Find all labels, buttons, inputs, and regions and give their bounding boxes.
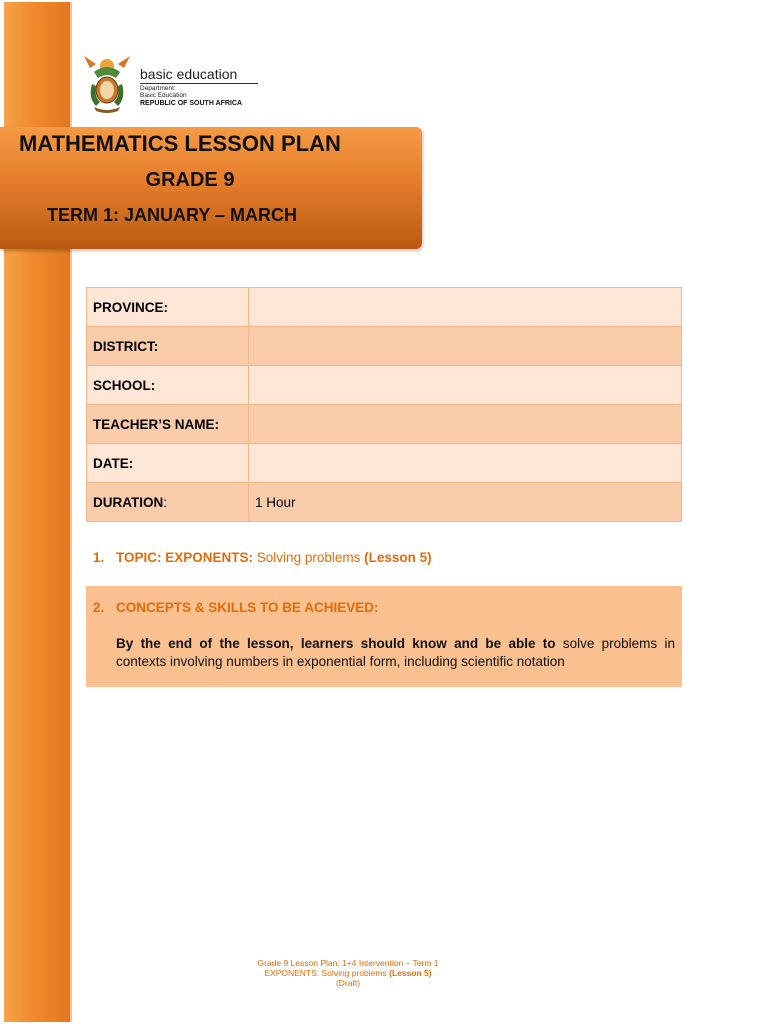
table-row-date	[87, 444, 682, 483]
department-logo	[82, 54, 272, 116]
school-value[interactable]	[249, 366, 682, 405]
teacher-name-label: TEACHER’S NAME:	[87, 405, 249, 444]
footer-line-3: (Draft)	[335, 978, 361, 988]
teacher-name-value[interactable]	[249, 405, 682, 444]
grade-heading: GRADE 9	[145, 169, 235, 191]
duration-label: DURATION:	[87, 483, 249, 522]
brand-name: basic education	[140, 66, 258, 84]
footer-line-2: EXPONENTS: Solving problems (Lesson 5)	[264, 968, 432, 978]
table-row-school	[87, 366, 682, 405]
date-label: DATE:	[87, 444, 249, 483]
topic-text: Solving problems	[256, 550, 361, 565]
date-value[interactable]	[249, 444, 682, 483]
concepts-lead: By the end of the lesson, learners should know and be able to	[116, 636, 556, 651]
term-heading: TERM 1: JANUARY – MARCH	[47, 205, 298, 225]
topic-number: 1.	[93, 550, 105, 565]
concepts-number: 2.	[93, 600, 105, 615]
province-label: PROVINCE:	[87, 288, 249, 327]
title-banner	[0, 127, 422, 249]
concepts-section	[86, 586, 682, 687]
table-row-duration	[87, 483, 682, 522]
table-row-teacher	[87, 405, 682, 444]
table-row-province	[87, 288, 682, 327]
school-label: SCHOOL:	[87, 366, 249, 405]
topic-label: TOPIC: EXPONENTS:	[116, 550, 254, 565]
coat-of-arms-icon	[82, 54, 132, 114]
topic-lesson: (Lesson 5)	[364, 550, 432, 565]
concepts-heading-text: CONCEPTS & SKILLS TO BE ACHIEVED:	[116, 600, 379, 615]
department-label: Department: Basic Education	[140, 85, 187, 99]
footer-line-1: Grade 9 Lesson Plan: 1+4 Intervention – Term 1	[257, 958, 439, 968]
topic-line	[93, 550, 432, 565]
lesson-info-table	[86, 287, 682, 522]
district-value[interactable]	[249, 327, 682, 366]
district-label: DISTRICT:	[87, 327, 249, 366]
concepts-heading	[93, 600, 379, 615]
page-footer	[200, 958, 496, 988]
province-value[interactable]	[249, 288, 682, 327]
document-title: MATHEMATICS LESSON PLAN	[19, 131, 341, 156]
table-row-district	[87, 327, 682, 366]
country-label: REPUBLIC OF SOUTH AFRICA	[140, 100, 243, 107]
duration-value[interactable]: 1 Hour	[249, 483, 682, 522]
concepts-text: solve problems in contexts involving numbers in exponential form, including scientific notation	[116, 636, 675, 669]
concepts-body	[116, 635, 675, 671]
